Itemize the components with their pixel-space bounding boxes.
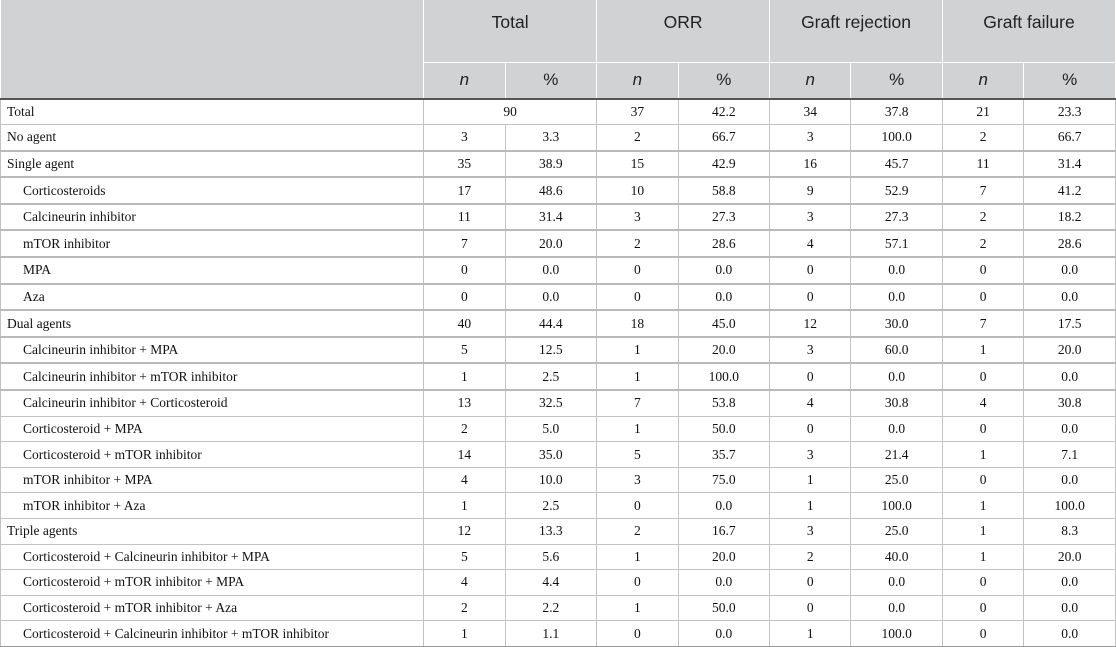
- total-n-cell: 40: [424, 310, 505, 337]
- orr-pct-cell: 42.2: [678, 99, 770, 125]
- failure-n-cell: 2: [942, 204, 1023, 231]
- orr-n-cell: 10: [597, 177, 678, 204]
- orr-pct-cell: 66.7: [678, 125, 770, 151]
- total-n-cell: 4: [424, 467, 505, 493]
- failure-pct-cell: 0.0: [1024, 257, 1116, 284]
- table-row: [1, 230, 1116, 257]
- total-n-cell: 2: [424, 416, 505, 442]
- header-orr: ORR: [597, 0, 770, 62]
- rejection-n-cell: 4: [770, 390, 851, 416]
- row-label: Corticosteroid + Calcineurin inhibitor + mTOR inhibitor: [1, 621, 424, 647]
- orr-n-cell: 7: [597, 390, 678, 416]
- orr-n-cell: 0: [597, 257, 678, 284]
- total-n-cell: 0: [424, 257, 505, 284]
- row-label: mTOR inhibitor + Aza: [1, 493, 424, 519]
- orr-n-cell: 5: [597, 442, 678, 468]
- failure-n-cell: 7: [942, 310, 1023, 337]
- header-graft-rejection: Graft rejection: [770, 0, 943, 62]
- failure-n-cell: 2: [942, 125, 1023, 151]
- table-row: [1, 416, 1116, 442]
- header-pct: %: [505, 62, 597, 99]
- table-row: [1, 544, 1116, 570]
- failure-n-cell: 1: [942, 442, 1023, 468]
- orr-pct-cell: 28.6: [678, 230, 770, 257]
- failure-n-cell: 11: [942, 151, 1023, 178]
- orr-n-cell: 0: [597, 570, 678, 596]
- header-graft-failure: Graft failure: [942, 0, 1115, 62]
- total-pct-cell: 35.0: [505, 442, 597, 468]
- table-row: [1, 442, 1116, 468]
- failure-n-cell: 2: [942, 230, 1023, 257]
- total-pct-cell: 31.4: [505, 204, 597, 231]
- total-pct-cell: 5.6: [505, 544, 597, 570]
- rejection-n-cell: 3: [770, 204, 851, 231]
- total-n-cell: 1: [424, 493, 505, 519]
- failure-pct-cell: 20.0: [1024, 544, 1116, 570]
- header-n: n: [770, 62, 851, 99]
- total-n-cell: 11: [424, 204, 505, 231]
- rejection-pct-cell: 100.0: [851, 125, 943, 151]
- failure-n-cell: 21: [942, 99, 1023, 125]
- total-n-cell: 7: [424, 230, 505, 257]
- orr-pct-cell: 35.7: [678, 442, 770, 468]
- header-pct: %: [1024, 62, 1116, 99]
- failure-n-cell: 0: [942, 570, 1023, 596]
- header-total: Total: [424, 0, 597, 62]
- rejection-n-cell: 1: [770, 621, 851, 647]
- table-row: [1, 204, 1116, 231]
- failure-pct-cell: 41.2: [1024, 177, 1116, 204]
- table-row: [1, 337, 1116, 364]
- total-pct-cell: 12.5: [505, 337, 597, 364]
- failure-pct-cell: 8.3: [1024, 519, 1116, 545]
- table-header: [1, 0, 1116, 99]
- orr-pct-cell: 100.0: [678, 363, 770, 390]
- rejection-n-cell: 2: [770, 544, 851, 570]
- failure-pct-cell: 0.0: [1024, 467, 1116, 493]
- failure-pct-cell: 7.1: [1024, 442, 1116, 468]
- rejection-pct-cell: 37.8: [851, 99, 943, 125]
- rejection-pct-cell: 100.0: [851, 493, 943, 519]
- failure-pct-cell: 30.8: [1024, 390, 1116, 416]
- orr-n-cell: 2: [597, 519, 678, 545]
- row-label: Aza: [1, 284, 424, 311]
- table-row: [1, 363, 1116, 390]
- orr-pct-cell: 0.0: [678, 621, 770, 647]
- orr-n-cell: 1: [597, 416, 678, 442]
- row-label: Corticosteroids: [1, 177, 424, 204]
- rejection-n-cell: 3: [770, 442, 851, 468]
- row-label: mTOR inhibitor: [1, 230, 424, 257]
- header-n: n: [424, 62, 505, 99]
- failure-pct-cell: 0.0: [1024, 595, 1116, 621]
- row-label: Corticosteroid + MPA: [1, 416, 424, 442]
- rejection-n-cell: 12: [770, 310, 851, 337]
- table-row: [1, 519, 1116, 545]
- orr-pct-cell: 20.0: [678, 337, 770, 364]
- orr-n-cell: 1: [597, 544, 678, 570]
- orr-n-cell: 3: [597, 467, 678, 493]
- failure-n-cell: 1: [942, 544, 1023, 570]
- failure-pct-cell: 0.0: [1024, 363, 1116, 390]
- orr-n-cell: 2: [597, 125, 678, 151]
- row-label: Calcineurin inhibitor + MPA: [1, 337, 424, 364]
- failure-n-cell: 0: [942, 595, 1023, 621]
- total-n-cell: 2: [424, 595, 505, 621]
- row-label: Triple agents: [1, 519, 424, 545]
- row-label: Corticosteroid + mTOR inhibitor + Aza: [1, 595, 424, 621]
- total-n-cell: 35: [424, 151, 505, 178]
- rejection-pct-cell: 25.0: [851, 467, 943, 493]
- orr-n-cell: 1: [597, 363, 678, 390]
- failure-n-cell: 0: [942, 257, 1023, 284]
- failure-n-cell: 0: [942, 416, 1023, 442]
- rejection-pct-cell: 25.0: [851, 519, 943, 545]
- total-pct-cell: 2.2: [505, 595, 597, 621]
- rejection-pct-cell: 30.0: [851, 310, 943, 337]
- failure-n-cell: 0: [942, 284, 1023, 311]
- total-pct-cell: 48.6: [505, 177, 597, 204]
- rejection-pct-cell: 100.0: [851, 621, 943, 647]
- total-merged-cell: 90: [424, 99, 597, 125]
- header-row-subcolumns: [1, 62, 1116, 99]
- orr-pct-cell: 45.0: [678, 310, 770, 337]
- orr-pct-cell: 0.0: [678, 493, 770, 519]
- failure-n-cell: 4: [942, 390, 1023, 416]
- rejection-pct-cell: 0.0: [851, 257, 943, 284]
- rejection-n-cell: 34: [770, 99, 851, 125]
- failure-pct-cell: 0.0: [1024, 416, 1116, 442]
- total-n-cell: 1: [424, 363, 505, 390]
- total-pct-cell: 2.5: [505, 493, 597, 519]
- rejection-pct-cell: 0.0: [851, 363, 943, 390]
- rejection-pct-cell: 0.0: [851, 284, 943, 311]
- rejection-pct-cell: 30.8: [851, 390, 943, 416]
- orr-pct-cell: 50.0: [678, 595, 770, 621]
- table-row: [1, 257, 1116, 284]
- table-row: [1, 177, 1116, 204]
- rejection-pct-cell: 52.9: [851, 177, 943, 204]
- failure-pct-cell: 100.0: [1024, 493, 1116, 519]
- header-pct: %: [678, 62, 770, 99]
- total-n-cell: 13: [424, 390, 505, 416]
- rejection-n-cell: 1: [770, 493, 851, 519]
- total-n-cell: 17: [424, 177, 505, 204]
- rejection-n-cell: 0: [770, 570, 851, 596]
- rejection-pct-cell: 40.0: [851, 544, 943, 570]
- total-n-cell: 12: [424, 519, 505, 545]
- failure-pct-cell: 0.0: [1024, 621, 1116, 647]
- row-label: Corticosteroid + mTOR inhibitor: [1, 442, 424, 468]
- orr-pct-cell: 0.0: [678, 570, 770, 596]
- orr-n-cell: 3: [597, 204, 678, 231]
- rejection-pct-cell: 0.0: [851, 595, 943, 621]
- total-pct-cell: 0.0: [505, 257, 597, 284]
- orr-pct-cell: 0.0: [678, 257, 770, 284]
- row-label: Calcineurin inhibitor + mTOR inhibitor: [1, 363, 424, 390]
- header-row-groups: [1, 0, 1116, 62]
- table-row: [1, 570, 1116, 596]
- orr-n-cell: 15: [597, 151, 678, 178]
- header-n: n: [597, 62, 678, 99]
- total-pct-cell: 44.4: [505, 310, 597, 337]
- failure-pct-cell: 28.6: [1024, 230, 1116, 257]
- table-row: [1, 595, 1116, 621]
- total-pct-cell: 4.4: [505, 570, 597, 596]
- orr-pct-cell: 27.3: [678, 204, 770, 231]
- orr-pct-cell: 16.7: [678, 519, 770, 545]
- orr-n-cell: 0: [597, 493, 678, 519]
- total-n-cell: 0: [424, 284, 505, 311]
- header-n: n: [942, 62, 1023, 99]
- rejection-n-cell: 0: [770, 363, 851, 390]
- failure-n-cell: 1: [942, 337, 1023, 364]
- orr-pct-cell: 0.0: [678, 284, 770, 311]
- row-label: No agent: [1, 125, 424, 151]
- rejection-n-cell: 3: [770, 125, 851, 151]
- row-label: mTOR inhibitor + MPA: [1, 467, 424, 493]
- total-pct-cell: 2.5: [505, 363, 597, 390]
- orr-n-cell: 0: [597, 621, 678, 647]
- row-label: Dual agents: [1, 310, 424, 337]
- row-label: Calcineurin inhibitor: [1, 204, 424, 231]
- row-label: MPA: [1, 257, 424, 284]
- total-n-cell: 14: [424, 442, 505, 468]
- failure-pct-cell: 0.0: [1024, 284, 1116, 311]
- failure-n-cell: 0: [942, 621, 1023, 647]
- rejection-n-cell: 1: [770, 467, 851, 493]
- table-row: [1, 284, 1116, 311]
- failure-pct-cell: 20.0: [1024, 337, 1116, 364]
- table-row: [1, 493, 1116, 519]
- table-row: [1, 467, 1116, 493]
- failure-n-cell: 0: [942, 363, 1023, 390]
- failure-n-cell: 1: [942, 493, 1023, 519]
- rejection-pct-cell: 60.0: [851, 337, 943, 364]
- rejection-pct-cell: 21.4: [851, 442, 943, 468]
- total-n-cell: 4: [424, 570, 505, 596]
- orr-pct-cell: 50.0: [678, 416, 770, 442]
- total-pct-cell: 10.0: [505, 467, 597, 493]
- failure-pct-cell: 0.0: [1024, 570, 1116, 596]
- orr-pct-cell: 53.8: [678, 390, 770, 416]
- table-row: [1, 621, 1116, 647]
- row-label: Total: [1, 99, 424, 125]
- total-pct-cell: 0.0: [505, 284, 597, 311]
- orr-n-cell: 0: [597, 284, 678, 311]
- failure-pct-cell: 66.7: [1024, 125, 1116, 151]
- failure-n-cell: 0: [942, 467, 1023, 493]
- orr-n-cell: 37: [597, 99, 678, 125]
- orr-n-cell: 1: [597, 595, 678, 621]
- orr-pct-cell: 20.0: [678, 544, 770, 570]
- orr-pct-cell: 75.0: [678, 467, 770, 493]
- orr-pct-cell: 58.8: [678, 177, 770, 204]
- orr-n-cell: 18: [597, 310, 678, 337]
- total-pct-cell: 38.9: [505, 151, 597, 178]
- table-body: [1, 99, 1116, 647]
- rejection-pct-cell: 45.7: [851, 151, 943, 178]
- row-label: Calcineurin inhibitor + Corticosteroid: [1, 390, 424, 416]
- rejection-n-cell: 4: [770, 230, 851, 257]
- header-pct: %: [851, 62, 943, 99]
- orr-n-cell: 2: [597, 230, 678, 257]
- total-n-cell: 5: [424, 544, 505, 570]
- rejection-n-cell: 0: [770, 284, 851, 311]
- total-pct-cell: 20.0: [505, 230, 597, 257]
- total-n-cell: 1: [424, 621, 505, 647]
- rejection-n-cell: 0: [770, 595, 851, 621]
- total-pct-cell: 32.5: [505, 390, 597, 416]
- header-label-cell-sub: [1, 62, 424, 99]
- rejection-pct-cell: 27.3: [851, 204, 943, 231]
- row-label: Corticosteroid + mTOR inhibitor + MPA: [1, 570, 424, 596]
- total-pct-cell: 3.3: [505, 125, 597, 151]
- total-n-cell: 3: [424, 125, 505, 151]
- total-pct-cell: 1.1: [505, 621, 597, 647]
- total-pct-cell: 5.0: [505, 416, 597, 442]
- rejection-n-cell: 0: [770, 416, 851, 442]
- rejection-n-cell: 0: [770, 257, 851, 284]
- rejection-pct-cell: 0.0: [851, 416, 943, 442]
- total-pct-cell: 13.3: [505, 519, 597, 545]
- failure-pct-cell: 18.2: [1024, 204, 1116, 231]
- failure-n-cell: 1: [942, 519, 1023, 545]
- rejection-n-cell: 9: [770, 177, 851, 204]
- rejection-n-cell: 16: [770, 151, 851, 178]
- table-row: [1, 125, 1116, 151]
- row-label: Single agent: [1, 151, 424, 178]
- rejection-n-cell: 3: [770, 337, 851, 364]
- header-label-cell: [1, 0, 424, 62]
- table-row: [1, 390, 1116, 416]
- rejection-n-cell: 3: [770, 519, 851, 545]
- orr-pct-cell: 42.9: [678, 151, 770, 178]
- failure-n-cell: 7: [942, 177, 1023, 204]
- failure-pct-cell: 17.5: [1024, 310, 1116, 337]
- failure-pct-cell: 23.3: [1024, 99, 1116, 125]
- table-row: [1, 310, 1116, 337]
- rejection-pct-cell: 57.1: [851, 230, 943, 257]
- total-n-cell: 5: [424, 337, 505, 364]
- rejection-pct-cell: 0.0: [851, 570, 943, 596]
- table-row: [1, 151, 1116, 178]
- row-label: Corticosteroid + Calcineurin inhibitor + MPA: [1, 544, 424, 570]
- table-row: [1, 99, 1116, 125]
- failure-pct-cell: 31.4: [1024, 151, 1116, 178]
- orr-n-cell: 1: [597, 337, 678, 364]
